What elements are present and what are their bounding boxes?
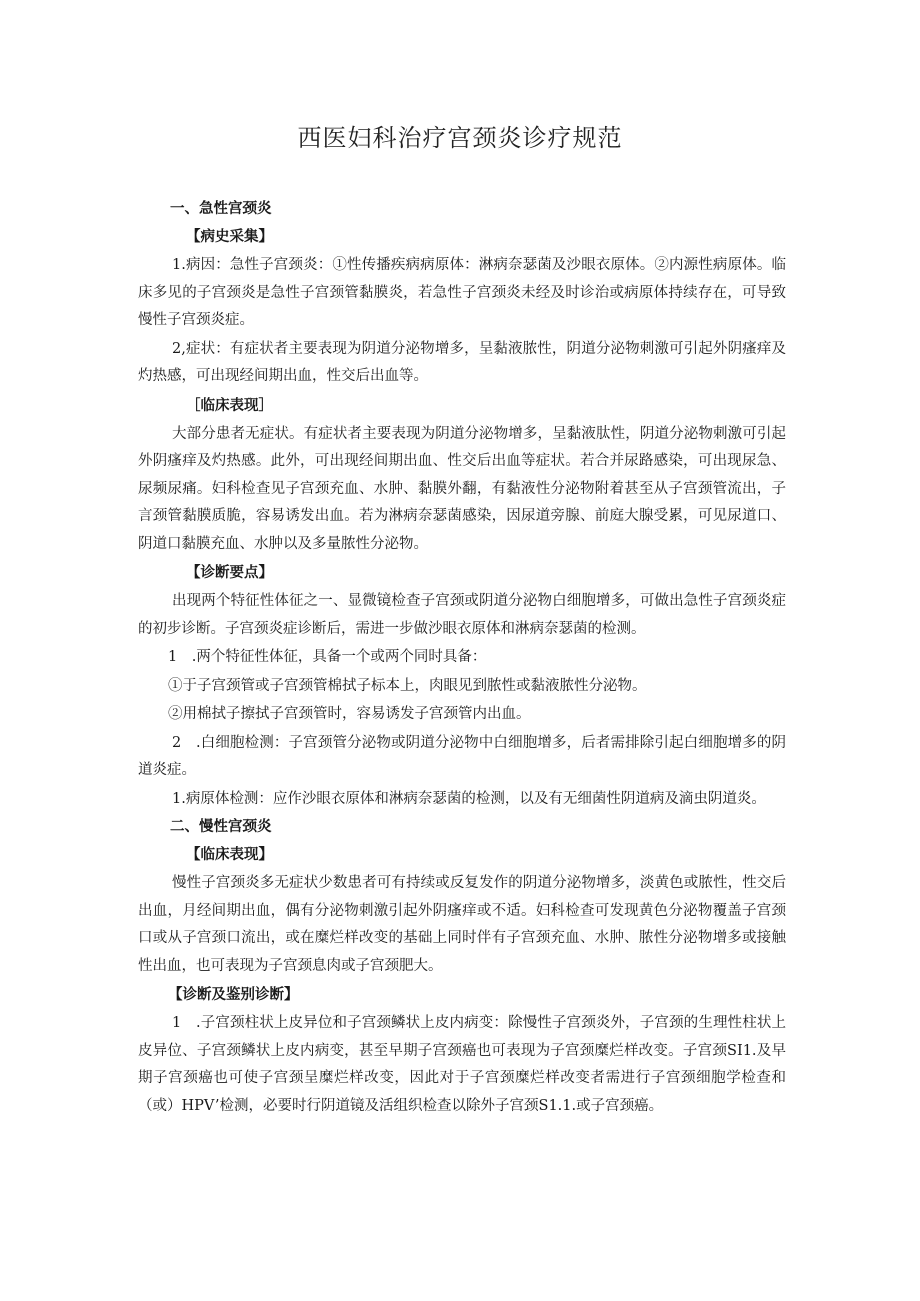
- paragraph: 1 .子宫颈柱状上皮异位和子宫颈鳞状上皮内病变：除慢性子宫颈炎外，子宫颈的生理性柱状上皮异位、子宫颈鳞状上皮内病变，甚至早期子宫颈癌也可表现为子宫颈糜烂样改变。子宫颈SI1.及早期子宫颈癌也可使子宫颈呈糜烂样改变，因此对于子宫颈糜烂样改变者需进行子宫颈细胞学检查和（或）HPV’检测，必要时行阴道镜及活组织检查以除外子宫颈S1.1.或子宫颈癌。: [138, 1015, 786, 1114]
- subsection-heading-diagnosis: 【诊断要点】: [186, 565, 273, 581]
- subsection-heading-differential: 【诊断及鉴别诊断】: [168, 987, 299, 1003]
- paragraph: 1.病原体检测：应作沙眼衣原体和淋病奈瑟菌的检测，以及有无细菌性阴道病及滴虫阴道炎。: [172, 790, 766, 807]
- paragraph: ①于子宫颈管或子宫颈管棉拭子标本上，肉眼见到脓性或黏液脓性分泌物。: [168, 677, 647, 694]
- page-title: 西医妇科治疗宫颈炎诊疗规范: [297, 124, 623, 152]
- paragraph: ②用棉拭子擦拭子宫颈管时，容易诱发子宫颈管内出血。: [168, 706, 531, 722]
- paragraph: 2,症状：有症状者主要表现为阴道分泌物增多，呈黏液脓性，阴道分泌物刺激可引起外阴瘙痒及灼热感，可出现经间期出血，性交后出血等。: [138, 340, 786, 384]
- section-heading-acute: 一、急性宫颈炎: [170, 201, 272, 217]
- document-body: [138, 196, 786, 1121]
- subsection-heading-clinical: ［临床表现］: [186, 397, 273, 414]
- paragraph: 2 .白细胞检测：子宫颈管分泌物或阴道分泌物中白细胞增多，后者需排除引起白细胞增多的阴道炎症。: [138, 734, 786, 778]
- paragraph: 1.病因：急性子宫颈炎：①性传播疾病病原体：淋病奈瑟菌及沙眼衣原体。②内源性病原体。临床多见的子宫颈炎是急性子宫颈管黏膜炎，若急性子宫颈炎未经及时诊治或病原体持续存在，可导致慢性子宫颈炎症。: [138, 257, 786, 328]
- paragraph: 出现两个特征性体征之一、显微镜检查子宫颈或阴道分泌物白细胞增多，可做出急性子宫颈炎症的初步诊断。子宫颈炎症诊断后，需进一步做沙眼衣原体和淋病奈瑟菌的检测。: [138, 593, 786, 637]
- subsection-heading-history: 【病史采集】: [186, 229, 273, 245]
- paragraph: 1 .两个特征性体征，具备一个或两个同时具备：: [168, 649, 487, 665]
- section-heading-chronic: 二、慢性宫颈炎: [170, 819, 272, 835]
- subsection-heading-clinical-chronic: 【临床表现】: [186, 847, 273, 863]
- paragraph: 大部分患者无症状。有症状者主要表现为阴道分泌物增多，呈黏液肽性，阴道分泌物刺激可引起外阴瘙痒及灼热感。此外，可出现经间期出血、性交后出血等症状。若合并尿路感染，可出现尿急、尿频尿痛。妇科检查见子宫颈充血、水肿、黏膜外翻，有黏液性分泌物附着甚至从子宫颈管流出，子言颈管黏膜质脆，容易诱发出血。若为淋病奈瑟菌感染，因尿道旁腺、前庭大腺受累，可见尿道口、阴道口黏膜充血、水肿以及多量脓性分泌物。: [138, 425, 786, 552]
- paragraph: 慢性子宫颈炎多无症状少数患者可有持续或反复发作的阴道分泌物增多，淡黄色或脓性，性交后出血，月经间期出血，偶有分泌物刺激引起外阴瘙痒或不适。妇科检查可发现黄色分泌物覆盖子宫颈口或从子宫颈口流出，或在糜烂样改变的基础上同时伴有子宫颈充血、水肿、脓性分泌物增多或接触性出血，也可表现为子宫颈息肉或子宫颈肥大。: [138, 875, 786, 974]
